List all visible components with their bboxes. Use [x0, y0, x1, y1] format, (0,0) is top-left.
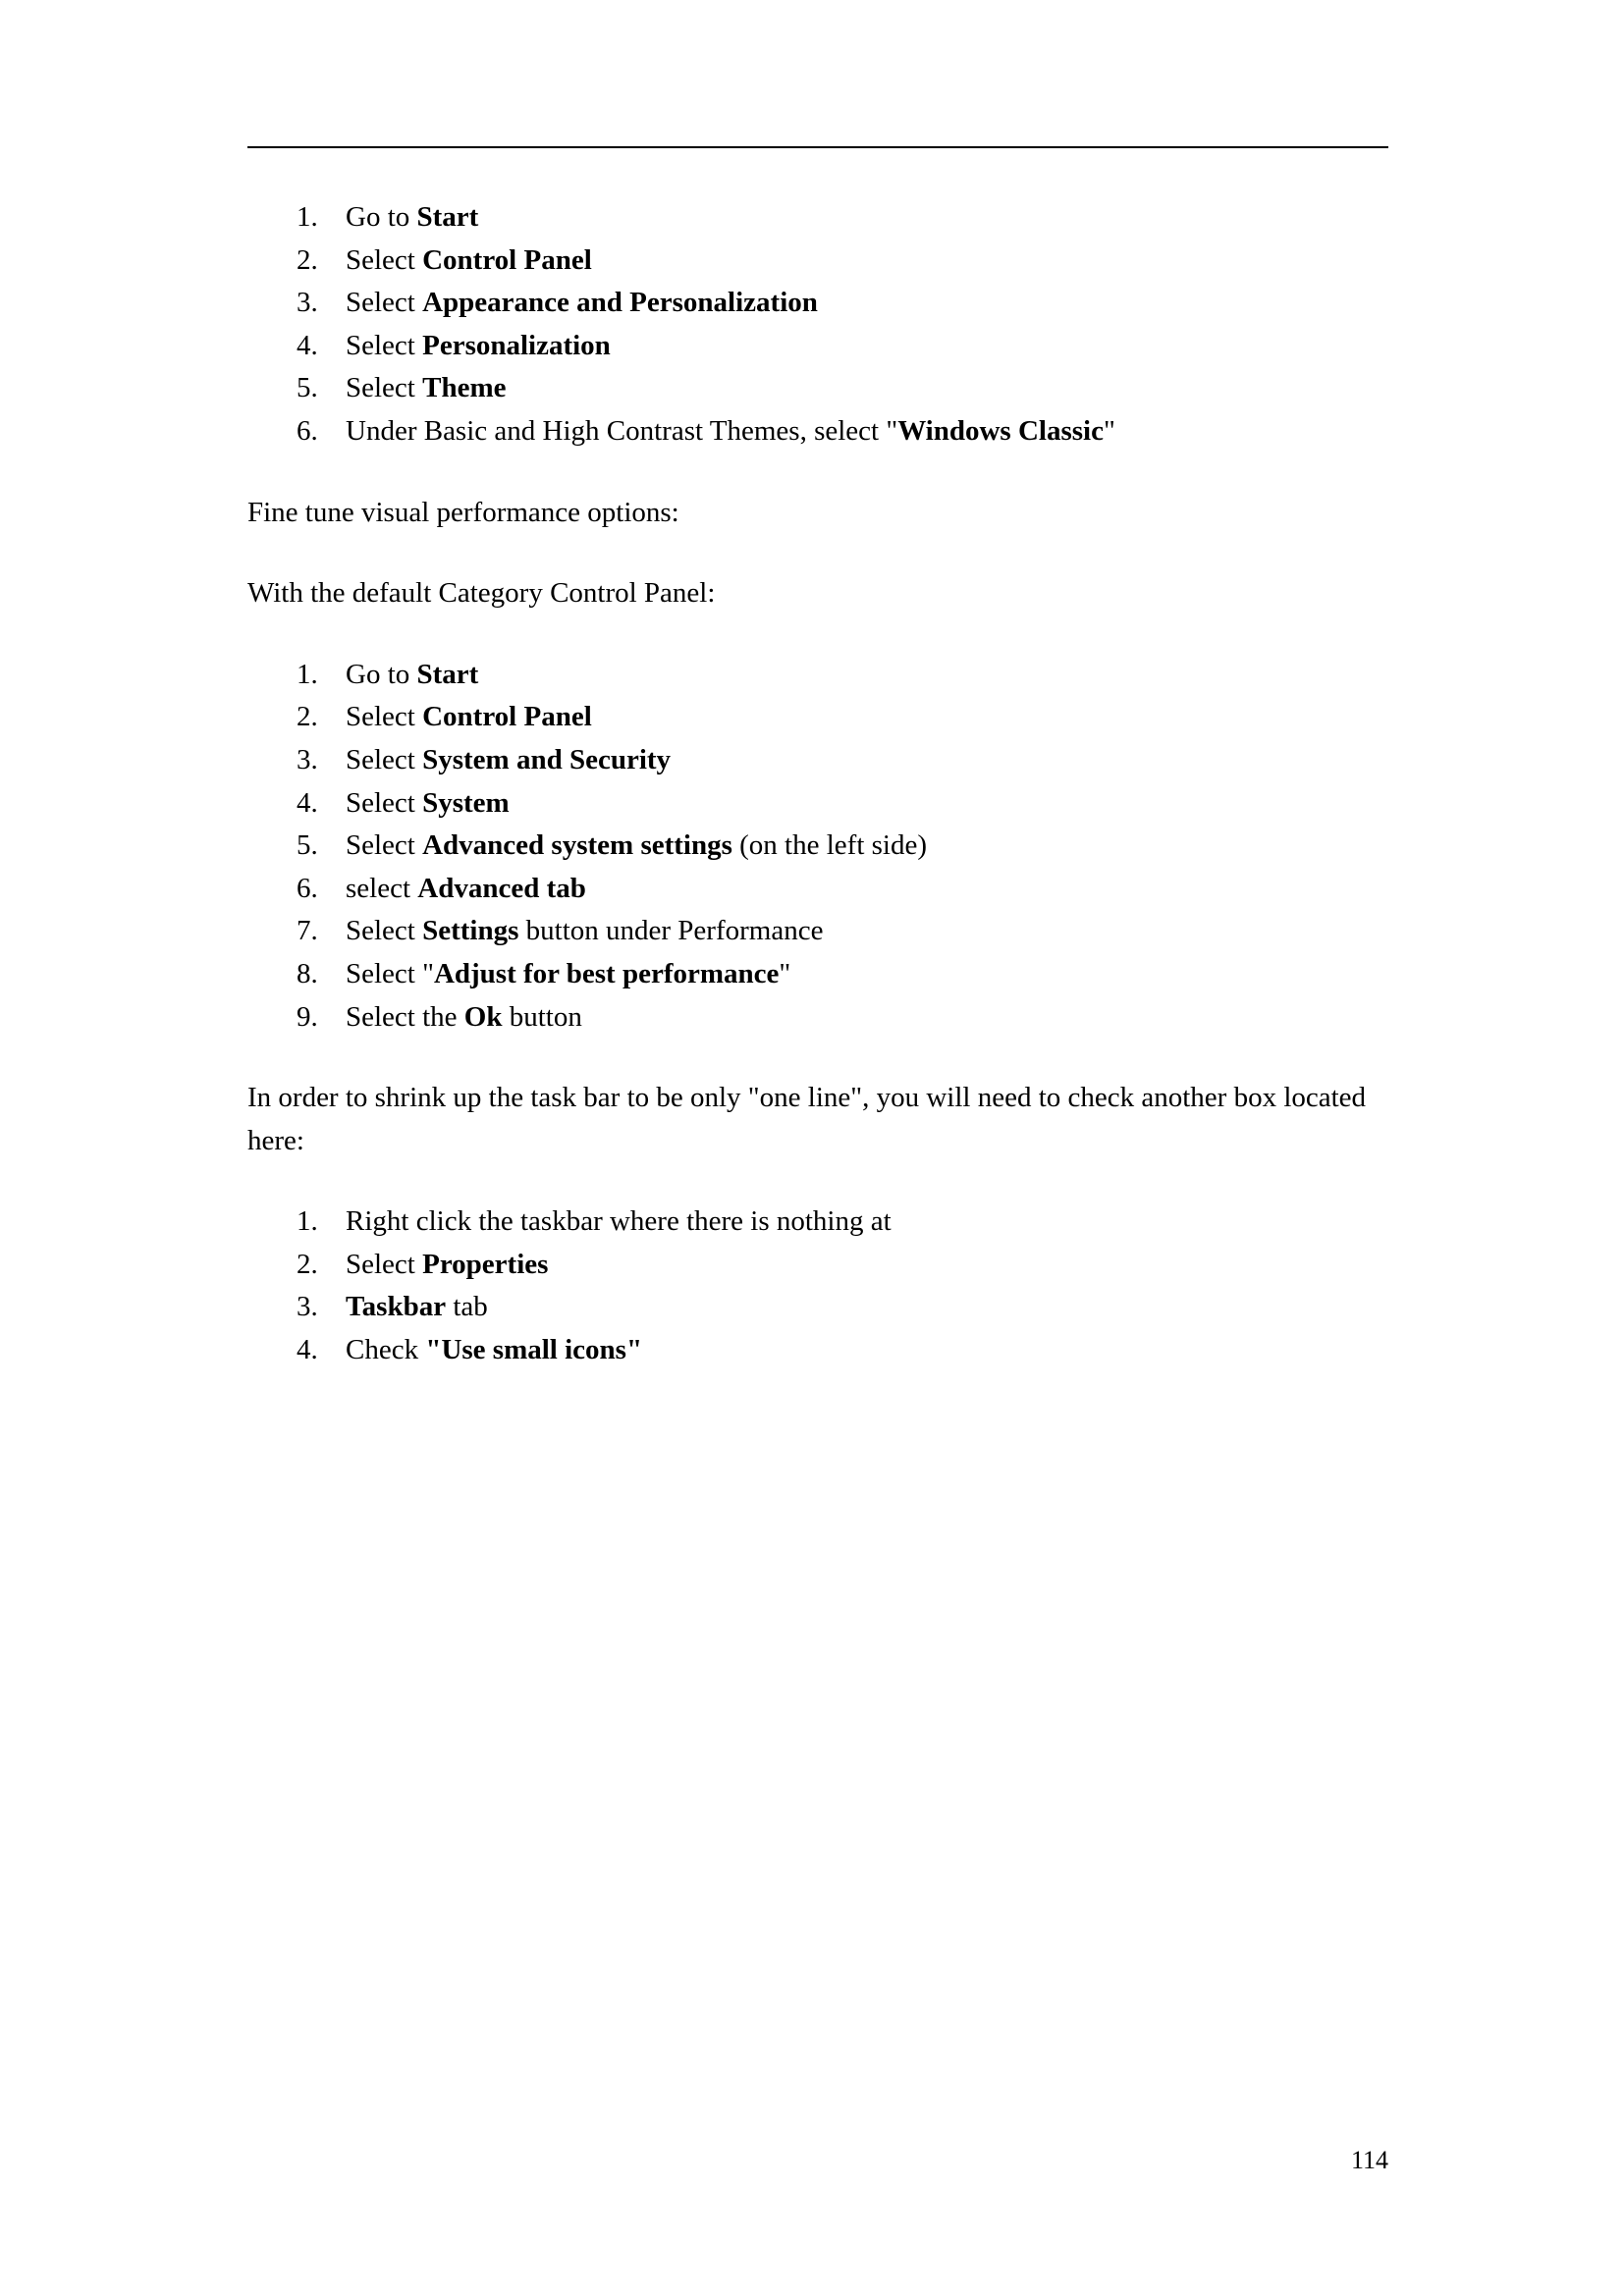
list-bold-text: Personalization [422, 329, 611, 361]
list-text-after: (on the left side) [731, 829, 927, 862]
list-text: Select " [346, 957, 434, 989]
list-text: Select [346, 287, 423, 319]
list-item [247, 739, 1388, 782]
list-text: Under Basic and High Contrast Themes, select " [346, 414, 898, 447]
list-text: Select [346, 701, 423, 733]
list-number: 2. [297, 1248, 318, 1280]
list-bold-text: System and Security [422, 743, 672, 775]
list-text: Select [346, 915, 423, 947]
list-bold-text: Advanced tab [417, 872, 586, 904]
list-number: 3. [297, 287, 318, 319]
list-text: Select [346, 329, 423, 361]
list-bold-text: Windows Classic [897, 414, 1104, 447]
paragraph-taskbar: In order to shrink up the task bar to be only "one line", you will need to check another box located here: [247, 1082, 1367, 1156]
list-item [247, 367, 1388, 410]
list-text: select [346, 872, 418, 904]
list-bold-text: Start [416, 658, 479, 690]
list-text-after: " [1103, 414, 1115, 447]
list-number: 2. [297, 701, 318, 733]
list-bold-text: Start [416, 201, 479, 233]
list-text: Select [346, 829, 423, 862]
list-item [247, 953, 1388, 996]
list-text: Right click the taskbar where there is nothing at [346, 1205, 892, 1238]
list-item [247, 1329, 1388, 1372]
list-item [247, 868, 1388, 911]
list-bold-text: Appearance and Personalization [422, 287, 818, 319]
list-item [247, 654, 1388, 697]
list-item [247, 325, 1388, 368]
list-number: 3. [297, 743, 318, 775]
list-text: Check [346, 1334, 426, 1366]
list-item [247, 410, 1388, 454]
list-number: 3. [297, 1291, 318, 1323]
instructions-list-theme [247, 196, 1388, 454]
list-number: 8. [297, 957, 318, 989]
list-bold-text: Properties [422, 1248, 549, 1280]
list-item [247, 1244, 1388, 1287]
list-number: 4. [297, 786, 318, 819]
list-number: 7. [297, 915, 318, 947]
list-item [247, 1286, 1388, 1329]
list-bold-text: Ok [463, 1000, 503, 1033]
list-bold-text: Control Panel [422, 701, 592, 733]
list-bold-text: Control Panel [422, 243, 592, 276]
list-text: Go to [346, 201, 417, 233]
list-number: 4. [297, 1334, 318, 1366]
list-number: 1. [297, 201, 318, 233]
list-text: Select [346, 243, 423, 276]
list-item [247, 196, 1388, 240]
list-number: 6. [297, 414, 318, 447]
list-item [247, 1201, 1388, 1244]
list-text-after: button [502, 1000, 582, 1033]
list-number: 2. [297, 243, 318, 276]
header-rule [247, 146, 1388, 148]
list-number: 1. [297, 658, 318, 690]
instructions-list-taskbar [247, 1201, 1388, 1371]
page-number: 114 [1350, 2146, 1388, 2174]
list-number: 5. [297, 829, 318, 862]
list-item [247, 996, 1388, 1040]
list-item [247, 282, 1388, 325]
paragraph-default-category: With the default Category Control Panel: [247, 577, 716, 610]
list-item [247, 240, 1388, 283]
list-item [247, 696, 1388, 739]
list-text: Select [346, 786, 423, 819]
list-bold-text: Settings [422, 915, 519, 947]
list-bold-text: Advanced system settings [422, 829, 732, 862]
list-bold-text: Taskbar [346, 1291, 447, 1323]
list-text: Select [346, 372, 423, 404]
list-number: 1. [297, 1205, 318, 1238]
list-number: 5. [297, 372, 318, 404]
page-content [247, 196, 1388, 1372]
list-bold-text: Adjust for best performance [433, 957, 780, 989]
list-number: 9. [297, 1000, 318, 1033]
list-number: 6. [297, 872, 318, 904]
list-text: Go to [346, 658, 417, 690]
list-bold-text: Theme [422, 372, 507, 404]
list-text: Select [346, 1248, 423, 1280]
paragraph-fine-tune: Fine tune visual performance options: [247, 496, 679, 528]
list-number: 4. [297, 329, 318, 361]
list-bold-text: System [422, 786, 510, 819]
list-text-after: " [779, 957, 791, 989]
list-text-after: button under Performance [518, 915, 824, 947]
list-text: Select the [346, 1000, 464, 1033]
list-item [247, 825, 1388, 868]
list-bold-text: "Use small icons" [425, 1334, 643, 1366]
instructions-list-performance [247, 654, 1388, 1039]
list-text: Select [346, 743, 423, 775]
list-item [247, 910, 1388, 953]
list-item [247, 782, 1388, 826]
list-text-after: tab [446, 1291, 488, 1323]
